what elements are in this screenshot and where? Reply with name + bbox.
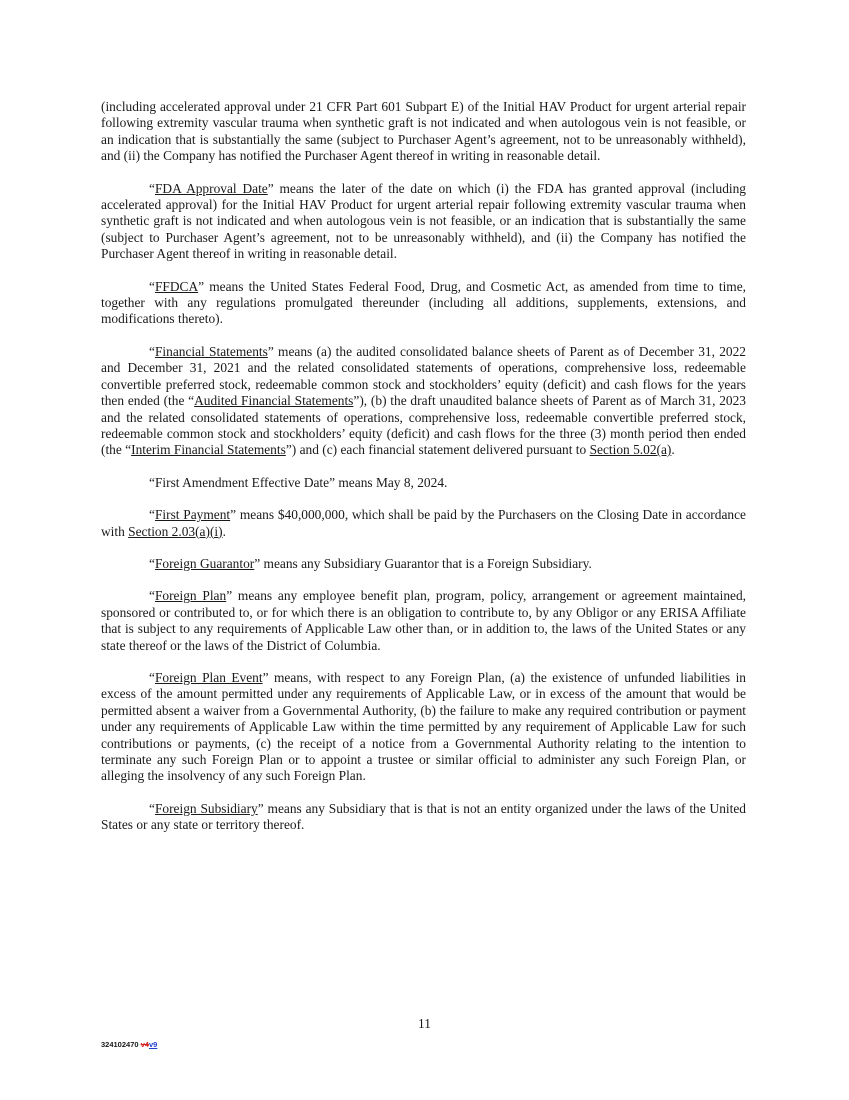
definition-first-amendment-effective-date: “First Amendment Effective Date” means May 8, 2024. — [149, 474, 448, 490]
defined-term: Foreign Plan Event — [154, 669, 263, 685]
definition-ffdca: “FFDCA” means the United States Federal Food, Drug, and Cosmetic Act, as amended from time to time, together with any regulations promulgated thereunder (including all additions, supplements, extensions, and modifications thereto). — [101, 278, 746, 327]
definition-financial-statements: “Financial Statements” means (a) the audited consolidated balance sheets of Parent as of December 31, 2022 and December 31, 2021 and the related consolidated statements of operations, comprehensive loss, redeemable convertible preferred stock, redeemable common stock and stockholders’ equity (deficit) and cash flows for the years then ended (the “Audited Financial Statements”), (b) the draft unaudited balance sheets of Parent as of March 31, 2023 and the related consolidated statements of operations, comprehensive loss, redeemable convertible preferred stock, redeemable common stock and stockholders’ equity (deficit) and cash flows for the three (3) month period then ended (the “Interim Financial Statements”) and (c) each financial statement delivered pursuant to Section 5.02(a). — [101, 343, 746, 458]
definition-foreign-plan-event: “Foreign Plan Event” means, with respect to any Foreign Plan, (a) the existence of unfunded liabilities in excess of the amount permitted under any requirements of Applicable Law, or in excess of the amount that would be permitted absent a waiver from a Governmental Authority, (b) the failure to make any required contribution or payment under any requirements of Applicable Law within the time permitted by any requirement of Applicable Law for such contributions or payments, (c) the receipt of a notice from a Governmental Authority relating to the intention to terminate any such Foreign Plan or to appoint a trustee or similar official to administer any such Foreign Plan, or alleging the insolvency of any such Foreign Plan. — [101, 669, 746, 784]
section-reference: Section 5.02(a) — [589, 442, 672, 458]
doc-number: 324102470 — [101, 1040, 139, 1049]
defined-term: FDA Approval Date — [154, 180, 268, 196]
definition-first-payment: “First Payment” means $40,000,000, which shall be paid by the Purchasers on the Closing Date in accordance with Section 2.03(a)(i). — [101, 507, 746, 539]
document-id — [101, 1040, 157, 1049]
definition-fda-approval-date: “FDA Approval Date” means the later of the date on which (i) the FDA has granted approval (including accelerated approval) for the Initial HAV Product for urgent arterial repair following extremity vascular trauma when synthetic graft is not indicated and when autologous vein is not feasible, or an indication that is substantially the same (subject to Purchaser Agent’s agreement, not to be unreasonably withheld), and (ii) the Company has notified the Purchaser Agent thereof in writing in reasonable detail. — [101, 180, 747, 262]
defined-term: Interim Financial Statements — [131, 442, 286, 458]
defined-term: Audited Financial Statements — [194, 393, 354, 409]
defined-term: Foreign Guarantor — [154, 555, 255, 571]
defined-term: First Payment — [154, 507, 231, 523]
section-reference: Section 2.03(a)(i) — [128, 523, 223, 539]
definition-foreign-guarantor: “Foreign Guarantor” means any Subsidiary Guarantor that is a Foreign Subsidiary. — [149, 555, 592, 571]
defined-term: Foreign Plan — [154, 588, 227, 604]
page-number: 11 — [418, 1016, 431, 1031]
version-inserted: v9 — [148, 1040, 158, 1049]
paragraph-continued: (including accelerated approval under 21 CFR Part 601 Subpart E) of the Initial HAV Product for urgent arterial repair following extremity vascular trauma when synthetic graft is not indicated and when autologous vein is not feasible, or an indication that is substantially the same (subject to Purchaser Agent’s agreement, not to be unreasonably withheld), and (ii) the Company has notified the Purchaser Agent thereof in writing in reasonable detail. — [101, 99, 746, 164]
definition-foreign-plan: “Foreign Plan” means any employee benefit plan, program, policy, arrangement or agreement maintained, sponsored or contributed to, or for which there is an obligation to contribute to, by any Obligor or any ERISA Affiliate that is subject to any requirements of Applicable Law other than, or in addition to, the laws of the United States or any state thereof or the laws of the District of Columbia. — [101, 588, 747, 653]
defined-term: Financial Statements — [154, 343, 268, 359]
defined-term: Foreign Subsidiary — [154, 800, 258, 816]
defined-term: FFDCA — [154, 278, 199, 294]
document-body — [101, 99, 746, 850]
definition-foreign-subsidiary: “Foreign Subsidiary” means any Subsidiary that is that is not an entity organized under the laws of the United States or any state or territory thereof. — [101, 800, 746, 833]
version-deleted: v4 — [140, 1040, 149, 1049]
